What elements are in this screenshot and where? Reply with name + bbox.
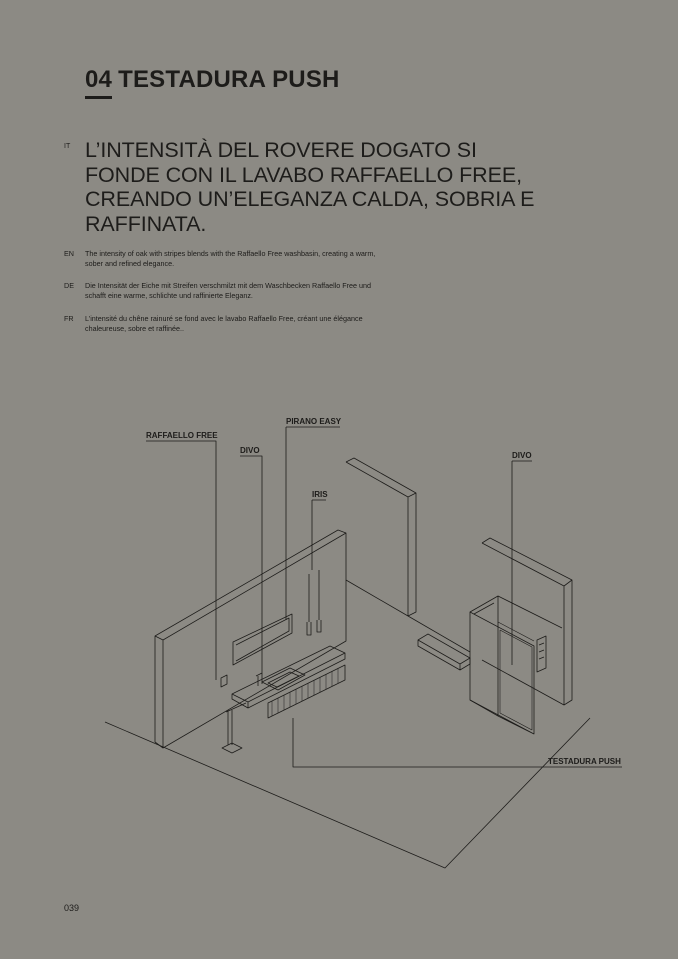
- vanity-top: [232, 646, 345, 708]
- label-iris: IRIS: [312, 490, 328, 499]
- label-divo-right: DIVO: [512, 451, 532, 460]
- page-number: 039: [64, 903, 80, 913]
- wall-fixture: [221, 675, 227, 687]
- bench: [408, 616, 470, 670]
- leader-pirano-easy: [286, 427, 340, 620]
- language-code: EN: [64, 249, 74, 258]
- leader-raffaello-free: [146, 441, 216, 680]
- right-wall: [482, 538, 572, 705]
- translation-text: L’intensité du chêne rainuré se fond avec le lavabo Raffaello Free, créant une élégance chaleureuse, sobre et raffinée..: [85, 314, 363, 333]
- label-divo-left: DIVO: [240, 446, 260, 455]
- label-testadura-push: TESTADURA PUSH: [548, 757, 621, 766]
- label-raffaello-free: RAFFAELLO FREE: [146, 431, 218, 440]
- language-code: FR: [64, 314, 74, 323]
- towel-stand: [222, 703, 246, 753]
- translation-text: Die Intensität der Eiche mit Streifen verschmilzt mit dem Waschbecken Raffaello Free und schafft eine warme, schlichte und raffinierte Eleganz.: [85, 281, 372, 300]
- middle-wall: [346, 458, 416, 616]
- translation-text: The intensity of oak with stripes blends with the Raffaello Free washbasin, creating a warm, sober and refined elegance.: [85, 249, 376, 268]
- lead-language-code: IT: [64, 143, 71, 150]
- language-code: DE: [64, 281, 74, 290]
- mirror: [233, 614, 292, 665]
- shower-controls: [537, 636, 546, 672]
- leader-iris: [312, 500, 326, 570]
- section-number: 04: [85, 66, 113, 93]
- section-title: TESTADURA PUSH: [118, 66, 340, 93]
- pendant-lamps: [307, 570, 321, 635]
- shower-door: [498, 622, 534, 730]
- shower-enclosure: [470, 596, 562, 734]
- leader-divo-left: [240, 456, 262, 684]
- lead-text: L’INTENSITÀ DEL ROVERE DOGATO SI FONDE CON IL LAVABO RAFFAELLO FREE, CREANDO UN’ELEGANZA CALDA, SOBRIA E RAFFINATA.: [85, 138, 535, 236]
- floor-outline: [105, 718, 590, 868]
- left-wall: [155, 530, 346, 748]
- label-pirano-easy: PIRANO EASY: [286, 417, 342, 426]
